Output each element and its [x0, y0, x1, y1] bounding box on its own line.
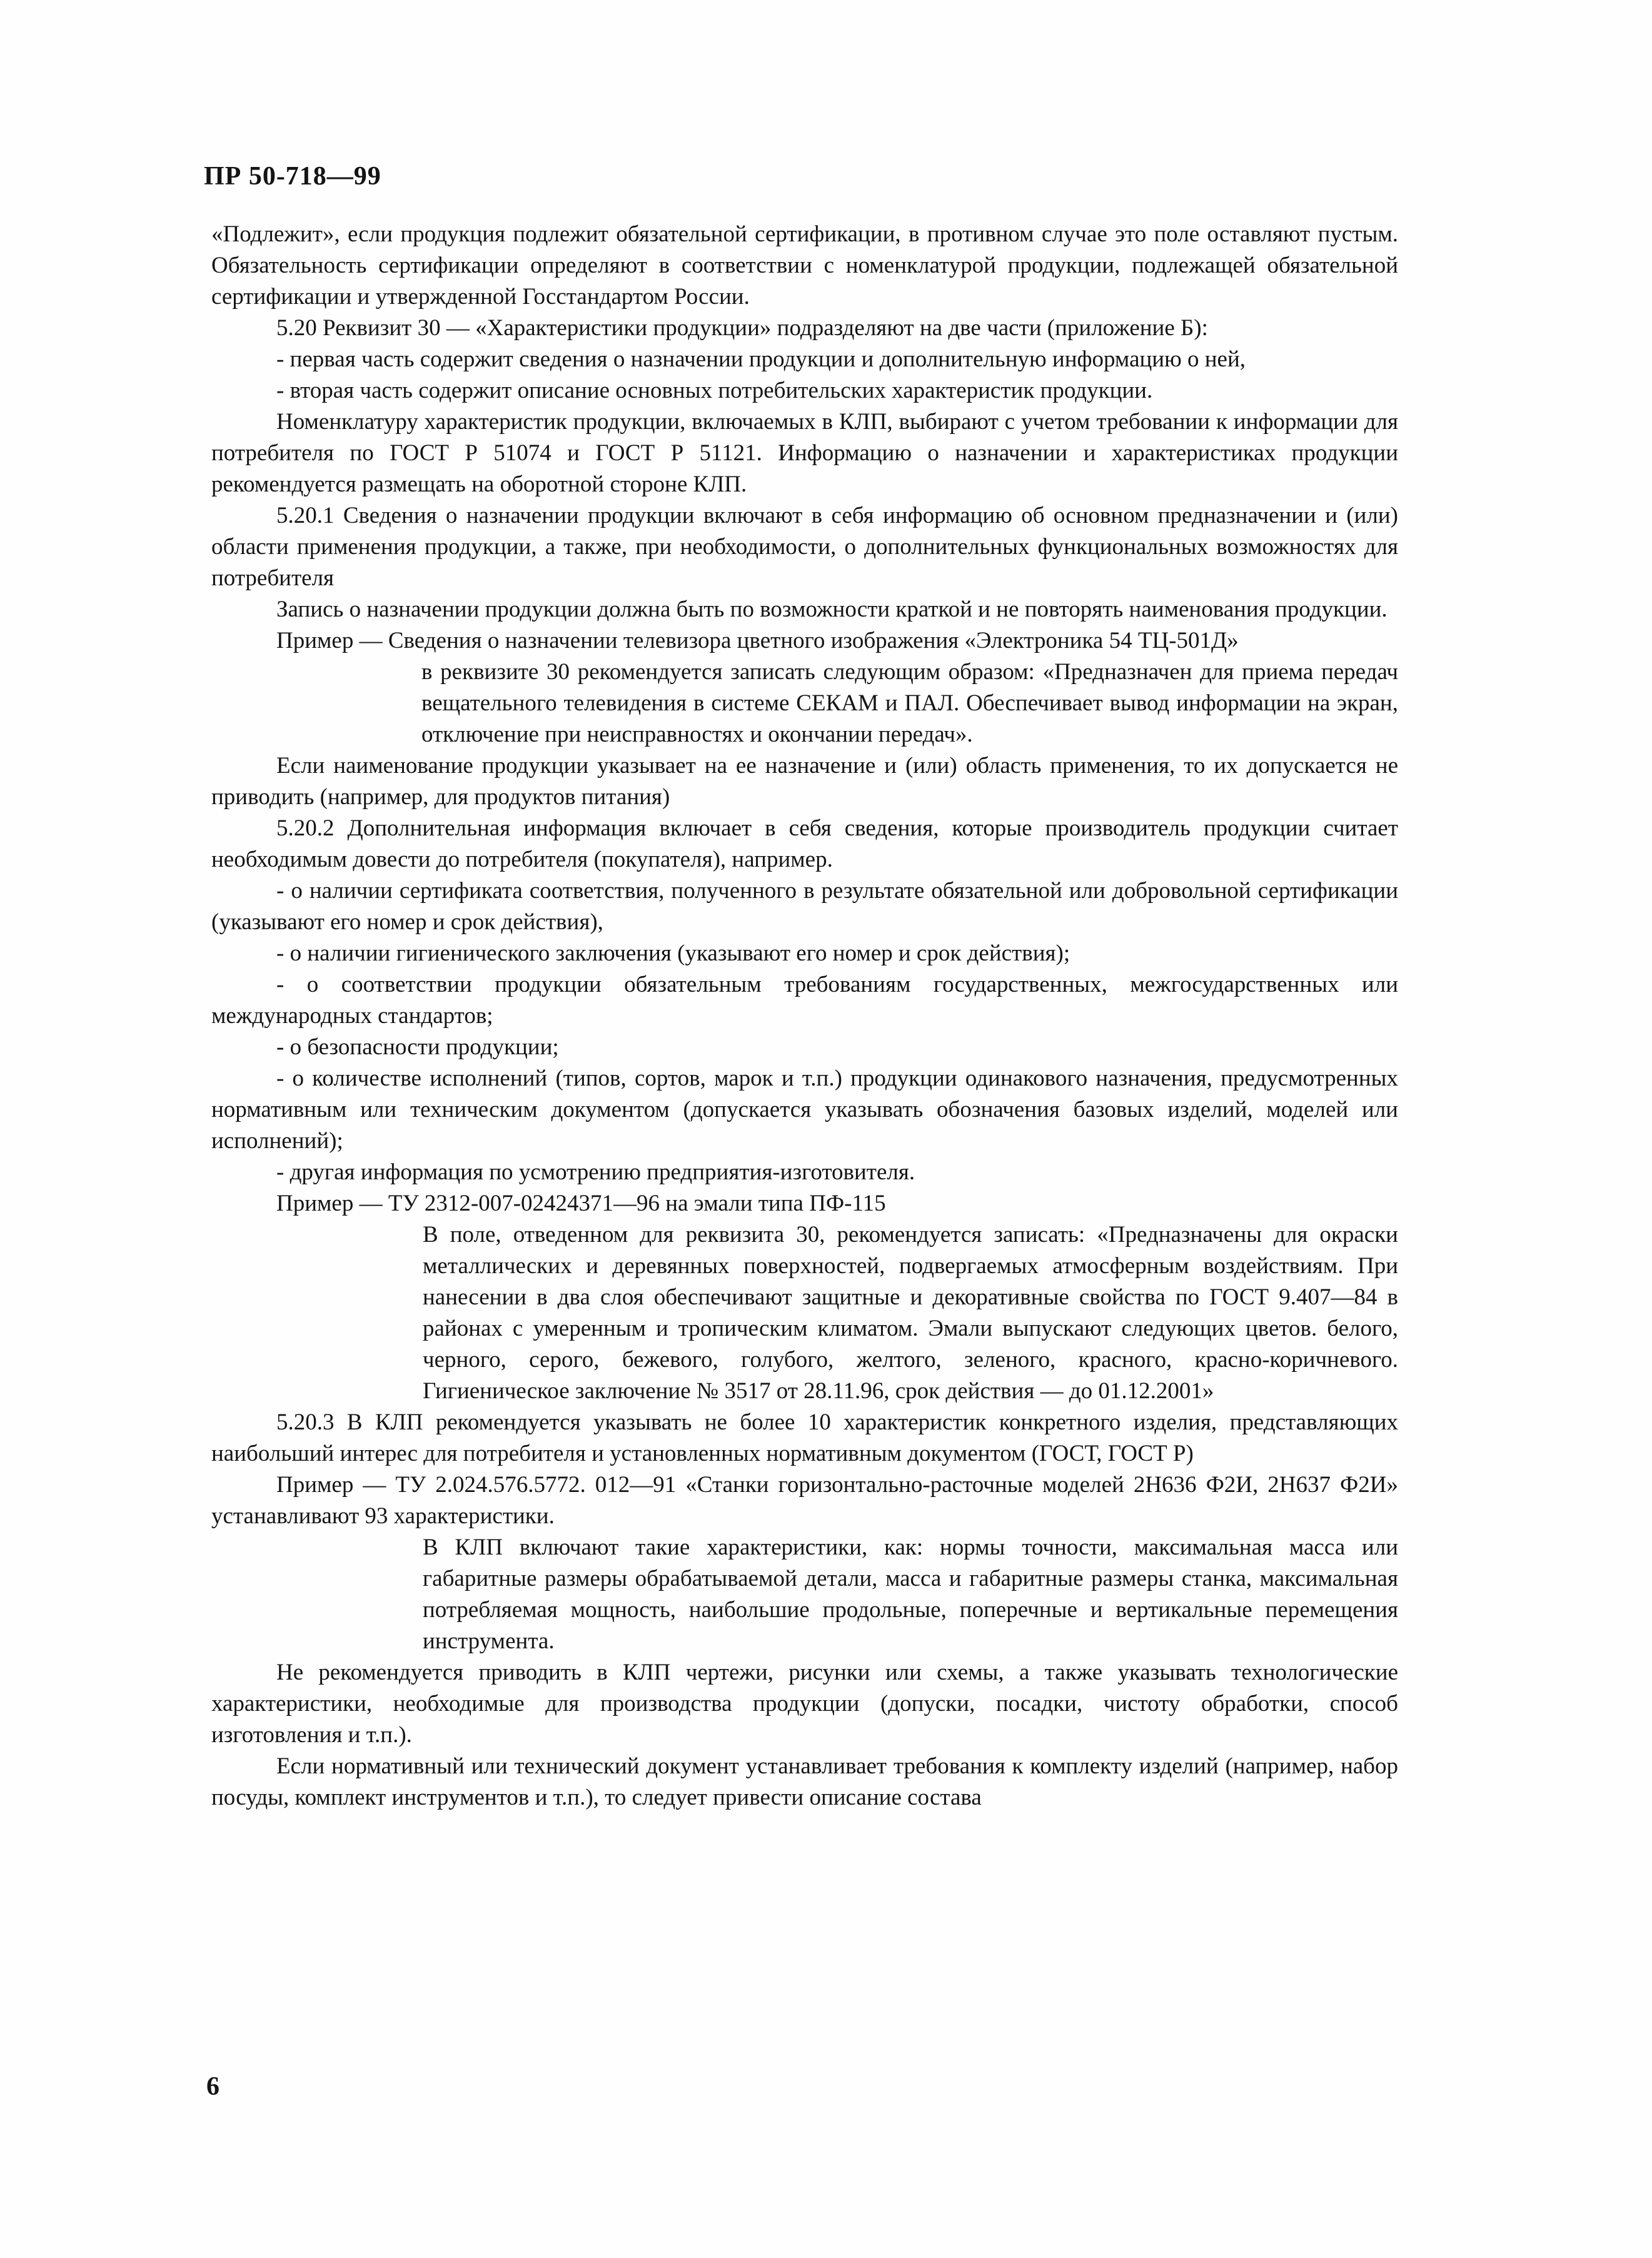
list-item: - вторая часть содержит описание основных потребительских характеристик продукции.: [276, 378, 1153, 403]
paragraph: 5.20 Реквизит 30 — «Характеристики продукции» подразделяют на две части (приложение Б):: [276, 315, 1208, 341]
example-text: В КЛП включают такие характеристики, как: нормы точности, максимальная масса или габаритные размеры обрабатываемой детали, масса и габаритные размеры станка, максимальная потребляемая мощность, наибольшие продольные, поперечные и вертикальные перемещения инструмента.: [423, 1535, 1398, 1654]
paragraph: Не рекомендуется приводить в КЛП чертежи, рисунки или схемы, а также указывать технологические характеристики, необходимые для производства продукции (допуски, посадки, чистоту обработки, способ изготовления и т.п.).: [211, 1660, 1398, 1748]
paragraph: 5.20.3 В КЛП рекомендуется указывать не более 10 характеристик конкретного изделия, представляющих наибольший интерес для потребителя и установленных нормативным документом (ГОСТ, ГОСТ Р): [211, 1409, 1398, 1466]
example-heading: Пример — ТУ 2312-007-02424371—96 на эмали типа ПФ-115: [276, 1191, 886, 1216]
example-heading: Пример — Сведения о назначении телевизора цветного изображения «Электроника 54 ТЦ-501Д»: [276, 628, 1239, 653]
paragraph: Если нормативный или технический документ устанавливает требования к комплекту изделий (например, набор посуды, комплект инструментов и т.п.), то следует привести описание состава: [211, 1753, 1398, 1810]
example-heading: Пример — ТУ 2.024.576.5772. 012—91 «Станки горизонтально-расточные моделей 2Н636 Ф2И, 2Н637 Ф2И» устанавливают 93 характеристики.: [211, 1472, 1398, 1529]
paragraph: 5.20.1 Сведения о назначении продукции включают в себя информацию об основном предназначении и (или) области применения продукции, а также, при необходимости, о дополнительных функциональных возможностях для потребителя: [211, 503, 1398, 591]
example-text: В поле, отведенном для реквизита 30, рекомендуется записать: «Предназначены для окраски металлических и деревянных поверхностей, подвергаемых атмосферным воздействиям. При нанесении в два слоя обеспечивают защитные и декоративные свойства по ГОСТ 9.407—84 в районах с умеренным и тропическим климатом. Эмали выпускают следующих цветов. белого, черного, серого, бежевого, голубого, желтого, зеленого, красного, красно-коричневого. Гигиеническое заключение № 3517 от 28.11.96, срок действия — до 01.12.2001»: [423, 1222, 1398, 1404]
list-item: - о соответствии продукции обязательным требованиям государственных, межгосударственных или международных стандартов;: [211, 972, 1398, 1029]
page-number: 6: [206, 2072, 219, 2101]
list-item: - о количестве исполнений (типов, сортов, марок и т.п.) продукции одинакового назначения, предусмотренных нормативным или техническим документом (допускается указывать обозначения базовых изделий, моделей или исполнений);: [211, 1066, 1398, 1154]
paragraph: Запись о назначении продукции должна быть по возможности краткой и не повторять наименования продукции.: [276, 597, 1388, 622]
list-item: - другая информация по усмотрению предприятия-изготовителя.: [276, 1159, 915, 1185]
paragraph: Номенклатуру характеристик продукции, включаемых в КЛП, выбирают с учетом требовании к информации для потребителя по ГОСТ Р 51074 и ГОСТ Р 51121. Информацию о назначении и характеристиках продукции рекомендуется размещать на оборотной стороне КЛП.: [211, 409, 1398, 497]
example-text: в реквизите 30 рекомендуется записать следующим образом: «Предназначен для приема передач вещательного телевидения в системе СЕКАМ и ПАЛ. Обеспечивает вывод информации на экран, отключение при неисправностях и окончании передач».: [421, 659, 1398, 747]
paragraph: «Подлежит», если продукция подлежит обязательной сертификации, в противном случае это поле оставляют пустым. Обязательность сертификации определяют в соответствии с номенклатурой продукции, подлежащей обязательной сертификации и утвержденной Госстандартом России.: [211, 221, 1398, 310]
document-header: ПР 50-718—99: [204, 162, 381, 191]
list-item: - о наличии сертификата соответствия, полученного в результате обязательной или добровольной сертификации (указывают его номер и срок действия),: [211, 878, 1398, 935]
paragraph: 5.20.2 Дополнительная информация включает в себя сведения, которые производитель продукции считает необходимым довести до потребителя (покупателя), например.: [211, 815, 1398, 872]
list-item: - о наличии гигиенического заключения (указывают его номер и срок действия);: [276, 940, 1070, 966]
list-item: - о безопасности продукции;: [276, 1034, 559, 1060]
paragraph: Если наименование продукции указывает на ее назначение и (или) область применения, то их допускается не приводить (например, для продуктов питания): [211, 753, 1398, 810]
document-body: [211, 219, 1398, 1813]
list-item: - первая часть содержит сведения о назначении продукции и дополнительную информацию о ней,: [276, 346, 1246, 372]
